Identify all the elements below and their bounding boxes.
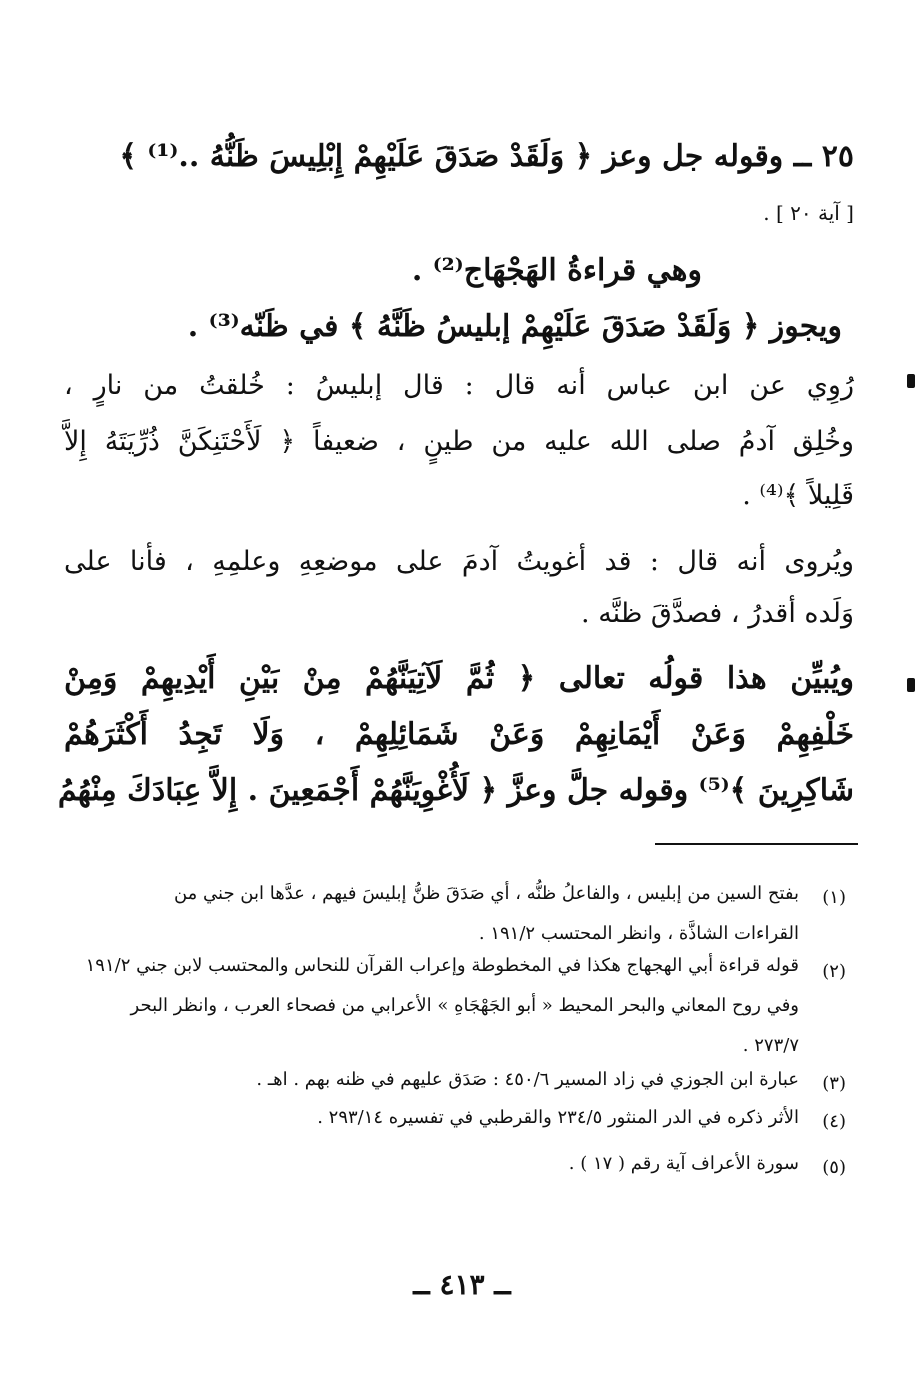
body-line-explanation-3: شَاكِرِينَ ﴾⁽⁵⁾ وقوله جلَّ وعزَّ ﴿ لَأُغْوِيَنَّهُمْ أَجْمَعِينَ . إِلاَّ عِبَادَكَ مِنْهُمُ bbox=[57, 773, 854, 808]
footnote-separator bbox=[655, 843, 858, 845]
footnote-text: عبارة ابن الجوزي في زاد المسير ٤٥٠/٦ : صَدَق عليهم في ظنه بهم . اهـ . bbox=[256, 1069, 799, 1090]
footnote-text: القراءات الشاذَّة ، وانظر المحتسب ١٩١/٢ . bbox=[478, 923, 799, 944]
body-line-offspring: وَلَده أقدرُ ، فصدَّقَ ظنَّه . bbox=[581, 598, 854, 629]
footnote-text: بفتح السين من إبليس ، والفاعلُ ظنُّه ، أي صَدَقَ ظنُّ إبليسَ فيهم ، عدَّها ابن جني من bbox=[173, 883, 799, 904]
footnote-number: (١) bbox=[822, 887, 846, 908]
footnote-number: (٢) bbox=[822, 961, 846, 982]
margin-mark bbox=[907, 678, 915, 692]
body-line-adam-clay: وخُلِق آدمُ صلى الله عليه من طينٍ ، ضعيفاً ﴿ لَأَحْتَنِكَنَّ ذُرِّيَتَهُ إِلاَّ bbox=[64, 426, 854, 457]
margin-mark bbox=[907, 374, 915, 388]
body-line-narration: ويُروى أنه قال : قد أغويتُ آدمَ على موضعِهِ وعلمِهِ ، فأنا على bbox=[64, 546, 854, 577]
body-line-reading: وهي قراءةُ الهَجْهَاج⁽²⁾ . bbox=[411, 253, 702, 288]
body-line-explanation-1: ويُبيِّن هذا قولُه تعالى ﴿ ثُمَّ لَآتِيَنَّهُمْ مِنْ بَيْنِ أَيْدِيهِمْ وَمِنْ bbox=[64, 661, 854, 696]
footnote-text: ٢٧٣/٧ . bbox=[742, 1035, 799, 1056]
footnote-text: وفي روح المعاني والبحر المحيط « أبو الجَهْجَاهِ » الأعرابي من فصحاء العرب ، وانظر البحر bbox=[130, 995, 799, 1016]
page-number: ــ ٤١٣ ــ bbox=[413, 1268, 511, 1301]
body-line-ibn-abbas: رُوِي عن ابن عباس أنه قال : قال إبليسُ : خُلقتُ من نارٍ ، bbox=[64, 370, 854, 401]
body-line-verse-ref: [ آية ٢٠ ] . bbox=[763, 201, 854, 225]
footnote-text: الأثر ذكره في الدر المنثور ٢٣٤/٥ والقرطبي في تفسيره ٢٩٣/١٤ . bbox=[317, 1107, 799, 1128]
footnote-text: قوله قراءة أبي الهجهاج هكذا في المخطوطة وإعراب القرآن للنحاس والمحتسب لابن جني ١٩١/٢ bbox=[85, 955, 799, 976]
footnote-text: سورة الأعراف آية رقم ( ١٧ ) . bbox=[568, 1153, 799, 1174]
body-line-verse-heading: ٢٥ ــ وقوله جل وعز ﴿ وَلَقَدْ صَدَقَ عَلَيْهِمْ إِبْلِيسَ ظَنُّهُ ..⁽¹⁾ ﴾ bbox=[119, 139, 854, 174]
footnote-number: (٣) bbox=[822, 1073, 846, 1094]
body-line-alternate: ويجوز ﴿ وَلَقَدْ صَدَقَ عَلَيْهِمْ إبليسُ ظَنَّهُ ﴾ في ظَنّه⁽³⁾ . bbox=[187, 309, 842, 344]
footnote-number: (٥) bbox=[822, 1157, 846, 1178]
body-line-qalilan: قَلِيلاً ﴾⁽⁴⁾ . bbox=[742, 480, 854, 511]
body-line-explanation-2: خَلْفِهِمْ وَعَنْ أَيْمَانِهِمْ وَعَنْ شَمَائِلِهِمْ ، وَلَا تَجِدُ أَكْثَرَهُمْ bbox=[64, 717, 854, 752]
footnote-number: (٤) bbox=[822, 1111, 846, 1132]
